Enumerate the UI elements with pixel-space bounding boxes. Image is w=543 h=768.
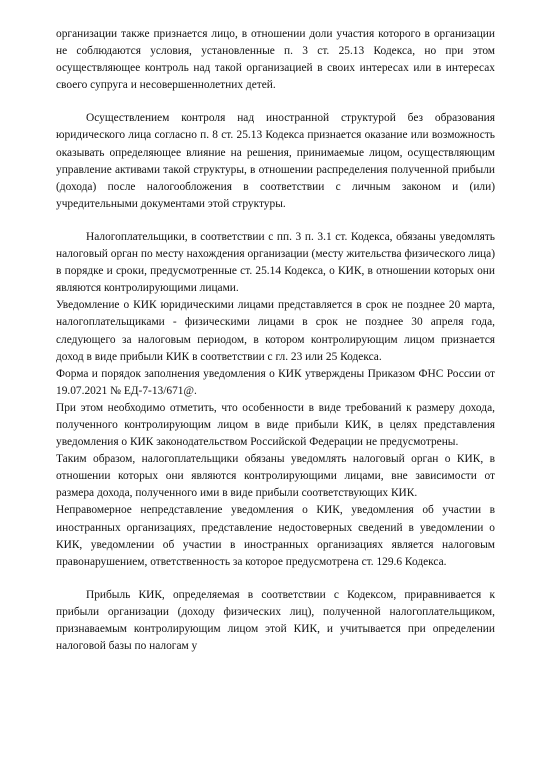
paragraph-controlling-person: организации также признается лицо, в отношении доли участия которого в организации не соблюдаются условия, установленные п. 3 ст. 25.13 Кодекса, но при этом осуществляющее контроль над такой организацией в своих интересах или в интересах своего супруга и несовершеннолетних детей. [56,28,495,92]
paragraph-gap [56,571,495,587]
paragraph-notification-deadlines: Уведомление о КИК юридическими лицами представляется в срок не позднее 20 марта, налогоплательщиками - физическими лицами в срок не позднее 30 апреля года, следующего за налоговым периодом, в котором контролирующим лицом признается доход в виде прибыли КИК в соответствии с гл. 23 или 25 Кодекса. [56,299,495,363]
paragraph-conclusion: Таким образом, налогоплательщики обязаны уведомлять налоговый орган о КИК, в отношении которых они являются контролирующими лицами, вне зависимости от размера дохода, полученного ими в виде прибыли соответствующих КИК. [56,453,495,500]
document-body [56,26,495,655]
paragraph-income-requirements: При этом необходимо отметить, что особенности в виде требований к размеру дохода, полученного контролирующим лицом в виде прибыли КИК, в целях представления уведомления о КИК законодательством Российской Федерации не предусмотрены. [56,401,495,449]
paragraph-gap [56,94,495,110]
paragraph-cfc-profit: Прибыль КИК, определяемая в соответствии с Кодексом, приравнивается к прибыли организации (доходу физических лиц), полученной налогоплательщиком, признаваемым контролирующим лицом этой КИК, и учитывается при определении налоговой базы по налогам у [56,588,495,653]
paragraph-foreign-structure-control: Осуществлением контроля над иностранной структурой без образования юридического лица согласно п. 8 ст. 25.13 Кодекса признается оказание или возможность оказывать определяющее влияние на решения, принимаемые лицом, осуществляющим управление активами такой структуры, в отношении распределения полученной прибыли (дохода) после налогообложения в соответствии с личным законом и (или) учредительными документами этой структуры. [56,112,495,210]
paragraph-notification-form: Форма и порядок заполнения уведомления о КИК утверждены Приказом ФНС России от 19.07.2021 № ЕД-7-13/671@. [56,367,495,397]
paragraph-notification-duty: Налогоплательщики, в соответствии с пп. 3 п. 3.1 ст. Кодекса, обязаны уведомлять налоговый орган по месту нахождения организации (месту жительства физического лица) в порядке и сроки, предусмотренные ст. 25.14 Кодекса, о КИК, в отношении которых они являются контролирующими лицами. [56,230,495,295]
paragraph-liability: Неправомерное непредставление уведомления о КИК, уведомления об участии в иностранных организациях, представление недостоверных сведений в уведомлении о КИК, уведомлении об участии в иностранных организациях является налоговым правонарушением, ответственность за которое предусмотрена ст. 129.6 Кодекса. [56,504,495,568]
paragraph-gap [56,213,495,229]
